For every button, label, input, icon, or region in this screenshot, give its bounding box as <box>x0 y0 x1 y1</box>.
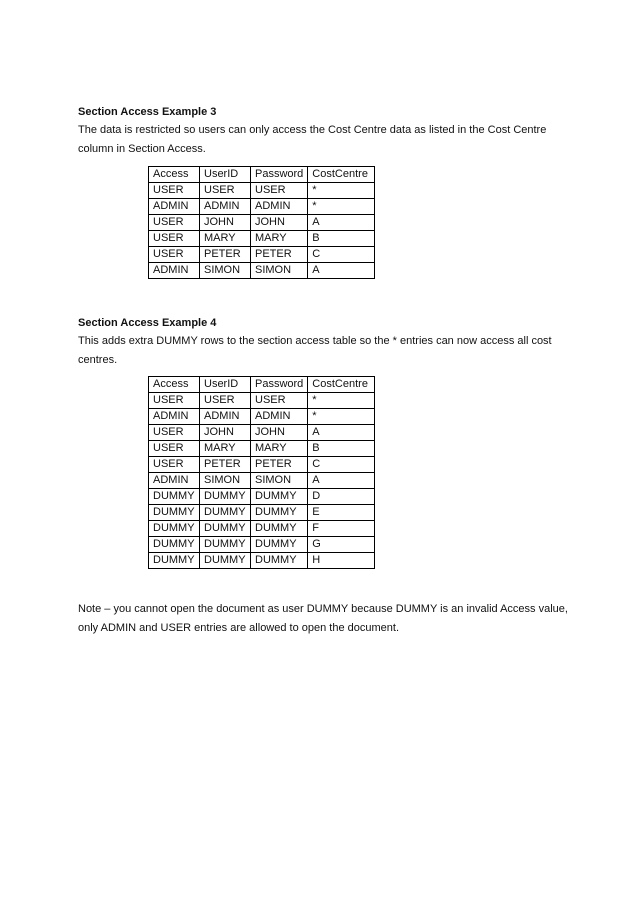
cell-access: DUMMY <box>149 537 200 553</box>
header-costcentre: CostCentre <box>308 377 375 393</box>
cell-userid: DUMMY <box>200 505 251 521</box>
table-header-row <box>149 167 375 183</box>
header-costcentre: CostCentre <box>308 167 375 183</box>
cell-costcentre: A <box>308 263 375 279</box>
access-table-example-3 <box>148 166 375 279</box>
table-row <box>149 247 375 263</box>
cell-password: JOHN <box>251 425 308 441</box>
cell-access: USER <box>149 393 200 409</box>
cell-password: MARY <box>251 231 308 247</box>
header-password: Password <box>251 167 308 183</box>
table-row <box>149 393 375 409</box>
cell-access: USER <box>149 441 200 457</box>
cell-password: SIMON <box>251 473 308 489</box>
table-header-row <box>149 377 375 393</box>
cell-costcentre: * <box>308 393 375 409</box>
cell-password: ADMIN <box>251 199 308 215</box>
cell-costcentre: H <box>308 553 375 569</box>
cell-access: DUMMY <box>149 489 200 505</box>
section-example-4 <box>78 314 558 370</box>
cell-userid: SIMON <box>200 263 251 279</box>
cell-costcentre: * <box>308 183 375 199</box>
cell-costcentre: C <box>308 457 375 473</box>
cell-userid: USER <box>200 183 251 199</box>
cell-userid: PETER <box>200 247 251 263</box>
example-4-heading: Section Access Example 4 <box>78 317 217 329</box>
header-userid: UserID <box>200 377 251 393</box>
example-3-text: The data is restricted so users can only access the Cost Centre data as listed in the Cost Centre column in Section Access. <box>78 124 547 155</box>
note-text: Note – you cannot open the document as user DUMMY because DUMMY is an invalid Access value, only ADMIN and USER entries are allowed to open the document. <box>78 603 568 634</box>
cell-access: USER <box>149 457 200 473</box>
cell-userid: DUMMY <box>200 489 251 505</box>
cell-password: SIMON <box>251 263 308 279</box>
cell-access: ADMIN <box>149 263 200 279</box>
cell-access: DUMMY <box>149 521 200 537</box>
header-access: Access <box>149 377 200 393</box>
cell-password: DUMMY <box>251 553 308 569</box>
cell-userid: MARY <box>200 441 251 457</box>
cell-password: MARY <box>251 441 308 457</box>
cell-userid: JOHN <box>200 425 251 441</box>
cell-userid: SIMON <box>200 473 251 489</box>
table-row <box>149 537 375 553</box>
section-example-3 <box>78 103 558 159</box>
table-row <box>149 199 375 215</box>
cell-costcentre: D <box>308 489 375 505</box>
table-row <box>149 441 375 457</box>
cell-password: PETER <box>251 457 308 473</box>
cell-userid: DUMMY <box>200 537 251 553</box>
cell-password: DUMMY <box>251 505 308 521</box>
cell-access: DUMMY <box>149 553 200 569</box>
table-row <box>149 457 375 473</box>
table-row <box>149 553 375 569</box>
table-row <box>149 215 375 231</box>
cell-costcentre: * <box>308 199 375 215</box>
table-row <box>149 505 375 521</box>
table-row <box>149 263 375 279</box>
cell-costcentre: A <box>308 473 375 489</box>
header-userid: UserID <box>200 167 251 183</box>
example-3-heading: Section Access Example 3 <box>78 106 217 118</box>
cell-password: USER <box>251 393 308 409</box>
cell-password: DUMMY <box>251 489 308 505</box>
cell-costcentre: B <box>308 231 375 247</box>
table-body <box>149 183 375 279</box>
cell-costcentre: A <box>308 425 375 441</box>
cell-userid: MARY <box>200 231 251 247</box>
cell-password: USER <box>251 183 308 199</box>
cell-password: PETER <box>251 247 308 263</box>
table-row <box>149 231 375 247</box>
cell-access: USER <box>149 425 200 441</box>
cell-access: USER <box>149 247 200 263</box>
cell-userid: JOHN <box>200 215 251 231</box>
table-row <box>149 521 375 537</box>
cell-userid: PETER <box>200 457 251 473</box>
header-password: Password <box>251 377 308 393</box>
cell-costcentre: A <box>308 215 375 231</box>
table-row <box>149 489 375 505</box>
cell-access: ADMIN <box>149 409 200 425</box>
cell-access: USER <box>149 183 200 199</box>
table-row <box>149 409 375 425</box>
table-row <box>149 183 375 199</box>
cell-userid: ADMIN <box>200 199 251 215</box>
example-4-text: This adds extra DUMMY rows to the section access table so the * entries can now access all cost centres. <box>78 335 552 366</box>
cell-costcentre: E <box>308 505 375 521</box>
cell-password: ADMIN <box>251 409 308 425</box>
cell-password: DUMMY <box>251 537 308 553</box>
cell-userid: USER <box>200 393 251 409</box>
header-access: Access <box>149 167 200 183</box>
cell-access: ADMIN <box>149 199 200 215</box>
cell-access: USER <box>149 215 200 231</box>
cell-userid: DUMMY <box>200 521 251 537</box>
cell-password: JOHN <box>251 215 308 231</box>
cell-access: USER <box>149 231 200 247</box>
cell-access: ADMIN <box>149 473 200 489</box>
cell-userid: ADMIN <box>200 409 251 425</box>
cell-password: DUMMY <box>251 521 308 537</box>
cell-costcentre: C <box>308 247 375 263</box>
cell-access: DUMMY <box>149 505 200 521</box>
table-row <box>149 473 375 489</box>
table-row <box>149 425 375 441</box>
cell-userid: DUMMY <box>200 553 251 569</box>
cell-costcentre: G <box>308 537 375 553</box>
cell-costcentre: * <box>308 409 375 425</box>
table-body <box>149 393 375 569</box>
cell-costcentre: F <box>308 521 375 537</box>
cell-costcentre: B <box>308 441 375 457</box>
access-table-example-4 <box>148 376 375 569</box>
